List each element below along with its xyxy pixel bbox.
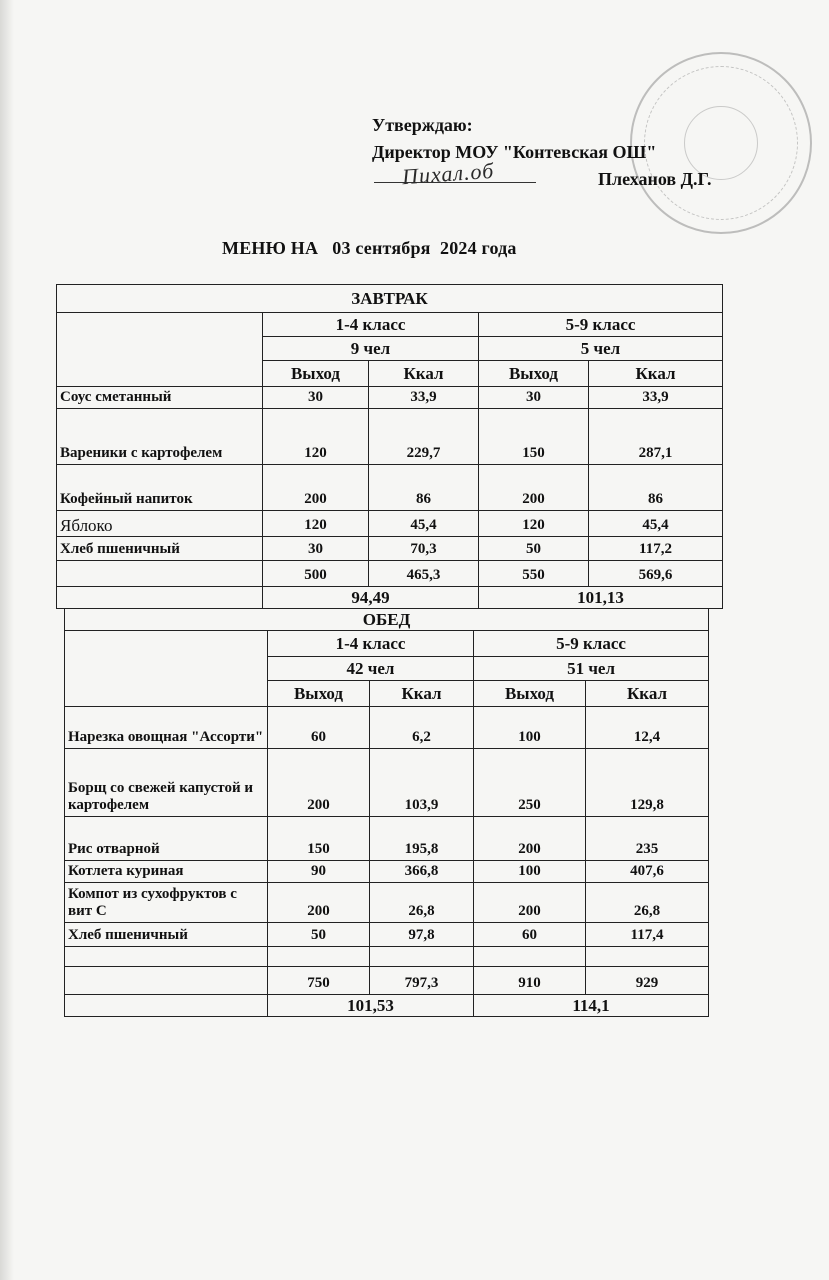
kcal-value: 33,9: [369, 387, 479, 409]
signature-row: [372, 157, 752, 194]
portion-value: 90: [268, 861, 370, 883]
portion-value: 200: [479, 465, 589, 511]
portion-value: 200: [474, 883, 586, 923]
kcal-value: 26,8: [586, 883, 709, 923]
portion-value: 150: [479, 409, 589, 465]
kcal-value: 366,8: [370, 861, 474, 883]
total-portion: 500: [263, 561, 369, 587]
kcal-value: 45,4: [589, 511, 723, 537]
portion-value: 250: [474, 749, 586, 817]
breakfast-group-2-people: 5 чел: [479, 337, 723, 361]
kcal-value: 287,1: [589, 409, 723, 465]
lunch-cost-group-2: 114,1: [474, 995, 709, 1017]
total-kcal: 929: [586, 967, 709, 995]
column-header: Выход: [268, 681, 370, 707]
lunch-table: [64, 608, 709, 1017]
cost-label-cell: [57, 587, 263, 609]
kcal-value: 97,8: [370, 923, 474, 947]
totals-label-cell: [57, 561, 263, 587]
total-portion: 550: [479, 561, 589, 587]
lunch-heading: ОБЕД: [65, 609, 709, 631]
table-row: [65, 707, 709, 749]
table-row: [57, 387, 723, 409]
column-header: Ккал: [586, 681, 709, 707]
kcal-value: 70,3: [369, 537, 479, 561]
kcal-value: 86: [589, 465, 723, 511]
portion-value: 200: [474, 817, 586, 861]
kcal-value: 33,9: [589, 387, 723, 409]
dish-name: Хлеб пшеничный: [65, 923, 268, 947]
table-row: [57, 409, 723, 465]
column-header: Выход: [479, 361, 589, 387]
column-header: Ккал: [370, 681, 474, 707]
kcal-value: 45,4: [369, 511, 479, 537]
portion-value: 120: [479, 511, 589, 537]
total-kcal: 465,3: [369, 561, 479, 587]
scan-page-edge: [0, 0, 14, 1280]
approval-block: [372, 112, 752, 194]
portion-value: 30: [479, 387, 589, 409]
breakfast-cost-row: [57, 587, 723, 609]
column-header: Выход: [474, 681, 586, 707]
dish-name: Кофейный напиток: [57, 465, 263, 511]
kcal-value: 407,6: [586, 861, 709, 883]
director-name: Плеханов Д.Г.: [598, 169, 712, 189]
table-row: [65, 883, 709, 923]
portion-value: 100: [474, 707, 586, 749]
lunch-group-1-people: 42 чел: [268, 657, 474, 681]
kcal-value: 6,2: [370, 707, 474, 749]
breakfast-table: [56, 284, 723, 609]
breakfast-group-row: [57, 313, 723, 337]
handwritten-signature: Пихал.об: [401, 157, 495, 190]
kcal-value: 26,8: [370, 883, 474, 923]
lunch-group-2-people: 51 чел: [474, 657, 709, 681]
total-portion: 910: [474, 967, 586, 995]
total-portion: 750: [268, 967, 370, 995]
total-kcal: 797,3: [370, 967, 474, 995]
empty-cell: [474, 947, 586, 967]
portion-value: 150: [268, 817, 370, 861]
table-row: [65, 749, 709, 817]
breakfast-cost-group-2: 101,13: [479, 587, 723, 609]
kcal-value: 129,8: [586, 749, 709, 817]
portion-value: 200: [268, 749, 370, 817]
breakfast-heading-row: [57, 285, 723, 313]
lunch-corner: [65, 631, 268, 707]
empty-row: [65, 947, 709, 967]
column-header: Выход: [263, 361, 369, 387]
dish-name: Яблоко: [57, 511, 263, 537]
breakfast-group-2-label: 5-9 класс: [479, 313, 723, 337]
portion-value: 50: [268, 923, 370, 947]
approval-heading: Утверждаю:: [372, 115, 473, 135]
dish-name: Котлета куриная: [65, 861, 268, 883]
menu-title: МЕНЮ НА 03 сентября 2024 года: [222, 238, 517, 258]
portion-value: 30: [263, 537, 369, 561]
lunch-cost-group-1: 101,53: [268, 995, 474, 1017]
dish-name: Хлеб пшеничный: [57, 537, 263, 561]
table-row: [65, 861, 709, 883]
portion-value: 30: [263, 387, 369, 409]
kcal-value: 195,8: [370, 817, 474, 861]
kcal-value: 117,4: [586, 923, 709, 947]
breakfast-corner: [57, 313, 263, 387]
portion-value: 120: [263, 511, 369, 537]
dish-name: Рис отварной: [65, 817, 268, 861]
kcal-value: 103,9: [370, 749, 474, 817]
portion-value: 100: [474, 861, 586, 883]
dish-name: Нарезка овощная "Ассорти": [65, 707, 268, 749]
table-row: [57, 465, 723, 511]
lunch-group-1-label: 1-4 класс: [268, 631, 474, 657]
kcal-value: 12,4: [586, 707, 709, 749]
cost-label-cell: [65, 995, 268, 1017]
column-header: Ккал: [369, 361, 479, 387]
breakfast-group-1-people: 9 чел: [263, 337, 479, 361]
lunch-totals-row: [65, 967, 709, 995]
total-kcal: 569,6: [589, 561, 723, 587]
lunch-heading-row: [65, 609, 709, 631]
breakfast-cost-group-1: 94,49: [263, 587, 479, 609]
portion-value: 60: [474, 923, 586, 947]
totals-label-cell: [65, 967, 268, 995]
empty-cell: [268, 947, 370, 967]
kcal-value: 229,7: [369, 409, 479, 465]
kcal-value: 86: [369, 465, 479, 511]
lunch-group-row: [65, 631, 709, 657]
table-row: [65, 923, 709, 947]
portion-value: 120: [263, 409, 369, 465]
portion-value: 60: [268, 707, 370, 749]
table-row: [65, 817, 709, 861]
portion-value: 200: [263, 465, 369, 511]
breakfast-totals-row: [57, 561, 723, 587]
breakfast-heading: ЗАВТРАК: [57, 285, 723, 313]
lunch-cost-row: [65, 995, 709, 1017]
table-row: [57, 537, 723, 561]
dish-name: Вареники с картофелем: [57, 409, 263, 465]
dish-name: Соус сметанный: [57, 387, 263, 409]
kcal-value: 117,2: [589, 537, 723, 561]
portion-value: 50: [479, 537, 589, 561]
dish-name: Компот из сухофруктов с вит С: [65, 883, 268, 923]
director-title: Директор МОУ "Контевская ОШ": [372, 142, 657, 162]
dish-name: Борщ со свежей капустой и картофелем: [65, 749, 268, 817]
lunch-group-2-label: 5-9 класс: [474, 631, 709, 657]
portion-value: 200: [268, 883, 370, 923]
empty-cell: [65, 947, 268, 967]
kcal-value: 235: [586, 817, 709, 861]
table-row: [57, 511, 723, 537]
column-header: Ккал: [589, 361, 723, 387]
breakfast-group-1-label: 1-4 класс: [263, 313, 479, 337]
empty-cell: [586, 947, 709, 967]
empty-cell: [370, 947, 474, 967]
